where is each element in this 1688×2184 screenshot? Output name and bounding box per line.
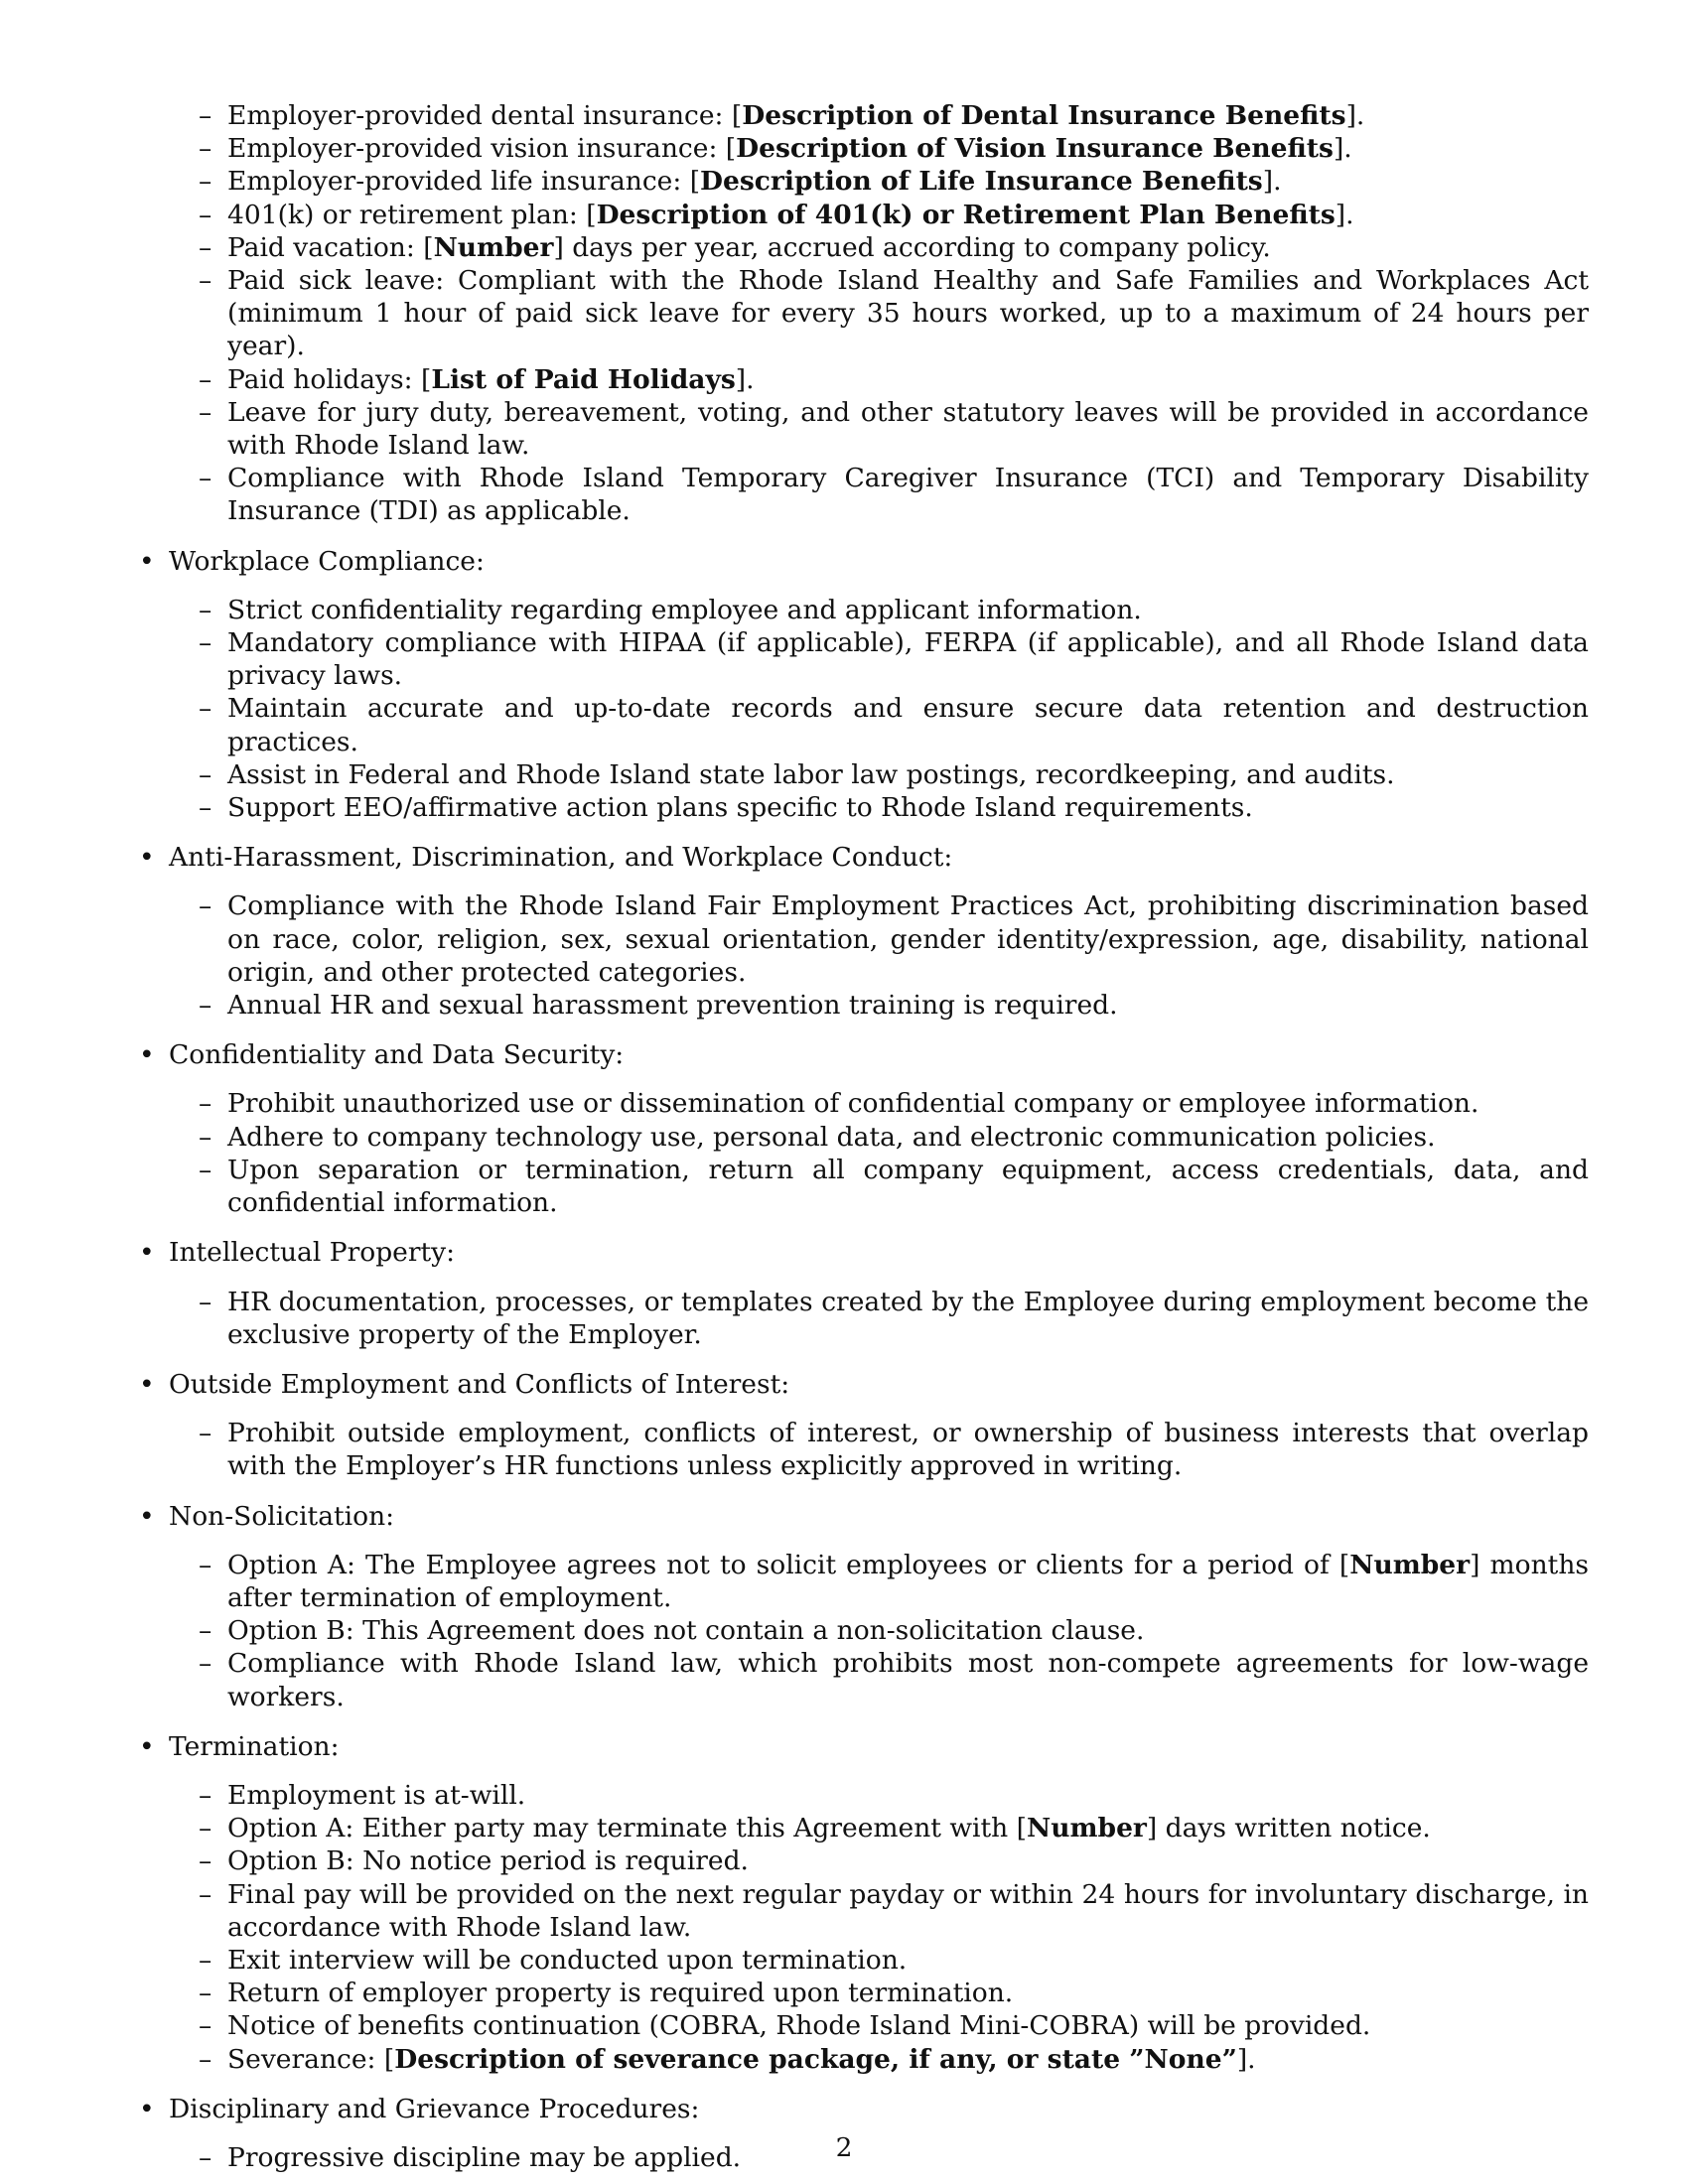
item-text: Option A: Either party may terminate this Agreement with [ bbox=[227, 1813, 1028, 1844]
benefits-sub-list bbox=[159, 99, 1589, 528]
section-sub-list bbox=[159, 1087, 1589, 1219]
item-text: Strict confidentiality regarding employee and applicant information. bbox=[227, 594, 1142, 625]
list-item bbox=[159, 1812, 1589, 1844]
item-text: Option B: No notice period is required. bbox=[227, 1845, 749, 1877]
list-item bbox=[159, 758, 1589, 791]
page-number: 2 bbox=[835, 2132, 853, 2163]
item-text-end: ]. bbox=[1236, 2043, 1256, 2075]
section-title: • Workplace Compliance: bbox=[169, 545, 485, 577]
item-text: Final pay will be provided on the next regular payday or within 24 hours for involuntary discharge, in accordance with Rhode Island law. bbox=[227, 1878, 1589, 1943]
placeholder-text: Description of Vision Insurance Benefits bbox=[736, 133, 1334, 165]
list-item bbox=[159, 264, 1589, 363]
item-text: Upon separation or termination, return all company equipment, access credentials, data, and confidential information. bbox=[227, 1154, 1589, 1219]
item-text: Maintain accurate and up-to-date records and ensure secure data retention and destruction practices. bbox=[227, 693, 1589, 757]
placeholder-text: Description of Life Insurance Benefits bbox=[700, 166, 1263, 198]
sections-list bbox=[159, 545, 1589, 2175]
section-sub-list bbox=[159, 889, 1589, 1022]
item-text: Option B: This Agreement does not contain a non-solicitation clause. bbox=[227, 1615, 1145, 1647]
list-item bbox=[159, 132, 1589, 165]
item-text: Employer-provided life insurance: [ bbox=[227, 166, 701, 198]
list-item bbox=[159, 231, 1589, 264]
list-item bbox=[159, 1878, 1589, 1944]
item-text: Progressive discipline may be applied. bbox=[227, 2141, 742, 2173]
section-sub-list bbox=[159, 1549, 1589, 1713]
item-text: Compliance with Rhode Island law, which prohibits most non-compete agreements for low-wage workers. bbox=[227, 1648, 1589, 1712]
item-text-end: ]. bbox=[1333, 133, 1352, 165]
item-text-end: ]. bbox=[1335, 199, 1354, 230]
item-text: Paid holidays: [ bbox=[227, 363, 432, 395]
section-item bbox=[159, 841, 1589, 1022]
item-text-end: ]. bbox=[1345, 100, 1365, 131]
list-item bbox=[159, 363, 1589, 396]
placeholder-text: Description of Dental Insurance Benefits bbox=[742, 100, 1346, 131]
section-title: • Confidentiality and Data Security: bbox=[169, 1039, 625, 1071]
list-item bbox=[159, 396, 1589, 462]
list-item bbox=[159, 1944, 1589, 1977]
item-text: Return of employer property is required upon termination. bbox=[227, 1978, 1014, 2009]
item-text: Support EEO/affirmative action plans specific to Rhode Island requirements. bbox=[227, 792, 1253, 824]
placeholder-text: Number bbox=[1027, 1813, 1147, 1844]
section-item bbox=[159, 545, 1589, 825]
item-text: Annual HR and sexual harassment prevention training is required. bbox=[227, 990, 1118, 1022]
item-text: Option A: The Employee agrees not to solicit employees or clients for a period of [ bbox=[227, 1549, 1350, 1580]
list-item bbox=[159, 1977, 1589, 2009]
placeholder-text: Number bbox=[1349, 1549, 1471, 1580]
list-item bbox=[159, 692, 1589, 757]
item-text-end: ] months after termination of employment. bbox=[227, 1549, 1589, 1613]
section-sub-list bbox=[159, 594, 1589, 824]
item-text-end: ] days per year, accrued according to company policy. bbox=[553, 231, 1271, 263]
item-text: Exit interview will be conducted upon termination. bbox=[227, 1944, 908, 1976]
section-title: • Anti-Harassment, Discrimination, and Workplace Conduct: bbox=[169, 842, 953, 874]
placeholder-text: Number bbox=[433, 231, 554, 263]
item-text: Prohibit unauthorized use or dissemination of confidential company or employee information. bbox=[227, 1088, 1479, 1120]
item-text: Compliance with Rhode Island Temporary Caregiver Insurance (TCI) and Temporary Disability Insurance (TDI) as applicable. bbox=[227, 463, 1589, 527]
item-text-end: ] days written notice. bbox=[1146, 1813, 1431, 1844]
list-item bbox=[159, 626, 1589, 692]
section-item bbox=[159, 1368, 1589, 1483]
placeholder-text: List of Paid Holidays bbox=[431, 363, 736, 395]
list-item bbox=[159, 99, 1589, 132]
list-item bbox=[159, 1087, 1589, 1120]
item-text: Leave for jury duty, bereavement, voting, and other statutory leaves will be provided in accordance with Rhode Island law. bbox=[227, 396, 1589, 462]
list-item bbox=[159, 1549, 1589, 1614]
item-text: Severance: [ bbox=[227, 2043, 395, 2075]
section-title: • Outside Employment and Conflicts of Interest: bbox=[169, 1368, 790, 1400]
item-text: Prohibit outside employment, conflicts of interest, or ownership of business interests that overlap with the Employer’s HR functions unless explicitly approved in writing. bbox=[227, 1418, 1589, 1482]
item-text: Adhere to company technology use, personal data, and electronic communication policies. bbox=[227, 1121, 1436, 1153]
item-text: Employer-provided dental insurance: [ bbox=[227, 100, 743, 131]
list-item bbox=[159, 1417, 1589, 1482]
section-title: • Intellectual Property: bbox=[169, 1237, 456, 1269]
section-item bbox=[159, 1500, 1589, 1713]
section-title: • Non-Solicitation: bbox=[169, 1500, 395, 1532]
list-item bbox=[159, 1154, 1589, 1219]
section-title: • Disciplinary and Grievance Procedures: bbox=[169, 2093, 700, 2124]
section-item bbox=[159, 1236, 1589, 1351]
section-sub-list bbox=[159, 1779, 1589, 2076]
page-content bbox=[159, 99, 1589, 2174]
section-item bbox=[159, 1730, 1589, 2076]
list-item bbox=[159, 989, 1589, 1022]
placeholder-text: Description of 401(k) or Retirement Plan Benefits bbox=[596, 199, 1336, 230]
item-text: 401(k) or retirement plan: [ bbox=[227, 199, 597, 230]
item-text: Paid vacation: [ bbox=[227, 231, 434, 263]
list-item bbox=[159, 791, 1589, 824]
list-item bbox=[159, 1647, 1589, 1712]
list-item bbox=[159, 1121, 1589, 1154]
list-item bbox=[159, 1614, 1589, 1647]
list-item bbox=[159, 1286, 1589, 1351]
item-text-end: ]. bbox=[735, 363, 755, 395]
item-text: Assist in Federal and Rhode Island state labor law postings, recordkeeping, and audits. bbox=[227, 758, 1395, 790]
item-text: Mandatory compliance with HIPAA (if applicable), FERPA (if applicable), and all Rhode Island data privacy laws. bbox=[227, 627, 1589, 692]
list-item bbox=[159, 165, 1589, 198]
item-text-end: ]. bbox=[1262, 166, 1282, 198]
list-item bbox=[159, 594, 1589, 626]
list-item bbox=[159, 889, 1589, 989]
list-item bbox=[159, 1844, 1589, 1877]
item-text: Employment is at-will. bbox=[227, 1779, 526, 1811]
list-item bbox=[159, 462, 1589, 527]
placeholder-text: Description of severance package, if any, or state ”None” bbox=[394, 2043, 1237, 2075]
list-item bbox=[159, 1779, 1589, 1812]
list-item bbox=[159, 2043, 1589, 2076]
item-text: Notice of benefits continuation (COBRA, Rhode Island Mini-COBRA) will be provided. bbox=[227, 2010, 1371, 2042]
item-text: Compliance with the Rhode Island Fair Employment Practices Act, prohibiting discrimination based on race, color, religion, sex, sexual orientation, gender identity/expression, age, disability, national origin, and other protected categories. bbox=[227, 890, 1589, 988]
list-item bbox=[159, 2009, 1589, 2042]
section-title: • Termination: bbox=[169, 1730, 340, 1762]
item-text: HR documentation, processes, or templates created by the Employee during employment become the exclusive property of the Employer. bbox=[227, 1286, 1589, 1350]
list-item bbox=[159, 199, 1589, 231]
section-sub-list bbox=[159, 1417, 1589, 1482]
section-item bbox=[159, 1038, 1589, 1219]
item-text: Employer-provided vision insurance: [ bbox=[227, 133, 737, 165]
item-text: Paid sick leave: Compliant with the Rhode Island Healthy and Safe Families and Workplaces Act (minimum 1 hour of paid sick leave for every 35 hours worked, up to a maximum of 24 hours per year). bbox=[227, 265, 1589, 362]
section-sub-list bbox=[159, 1286, 1589, 1351]
